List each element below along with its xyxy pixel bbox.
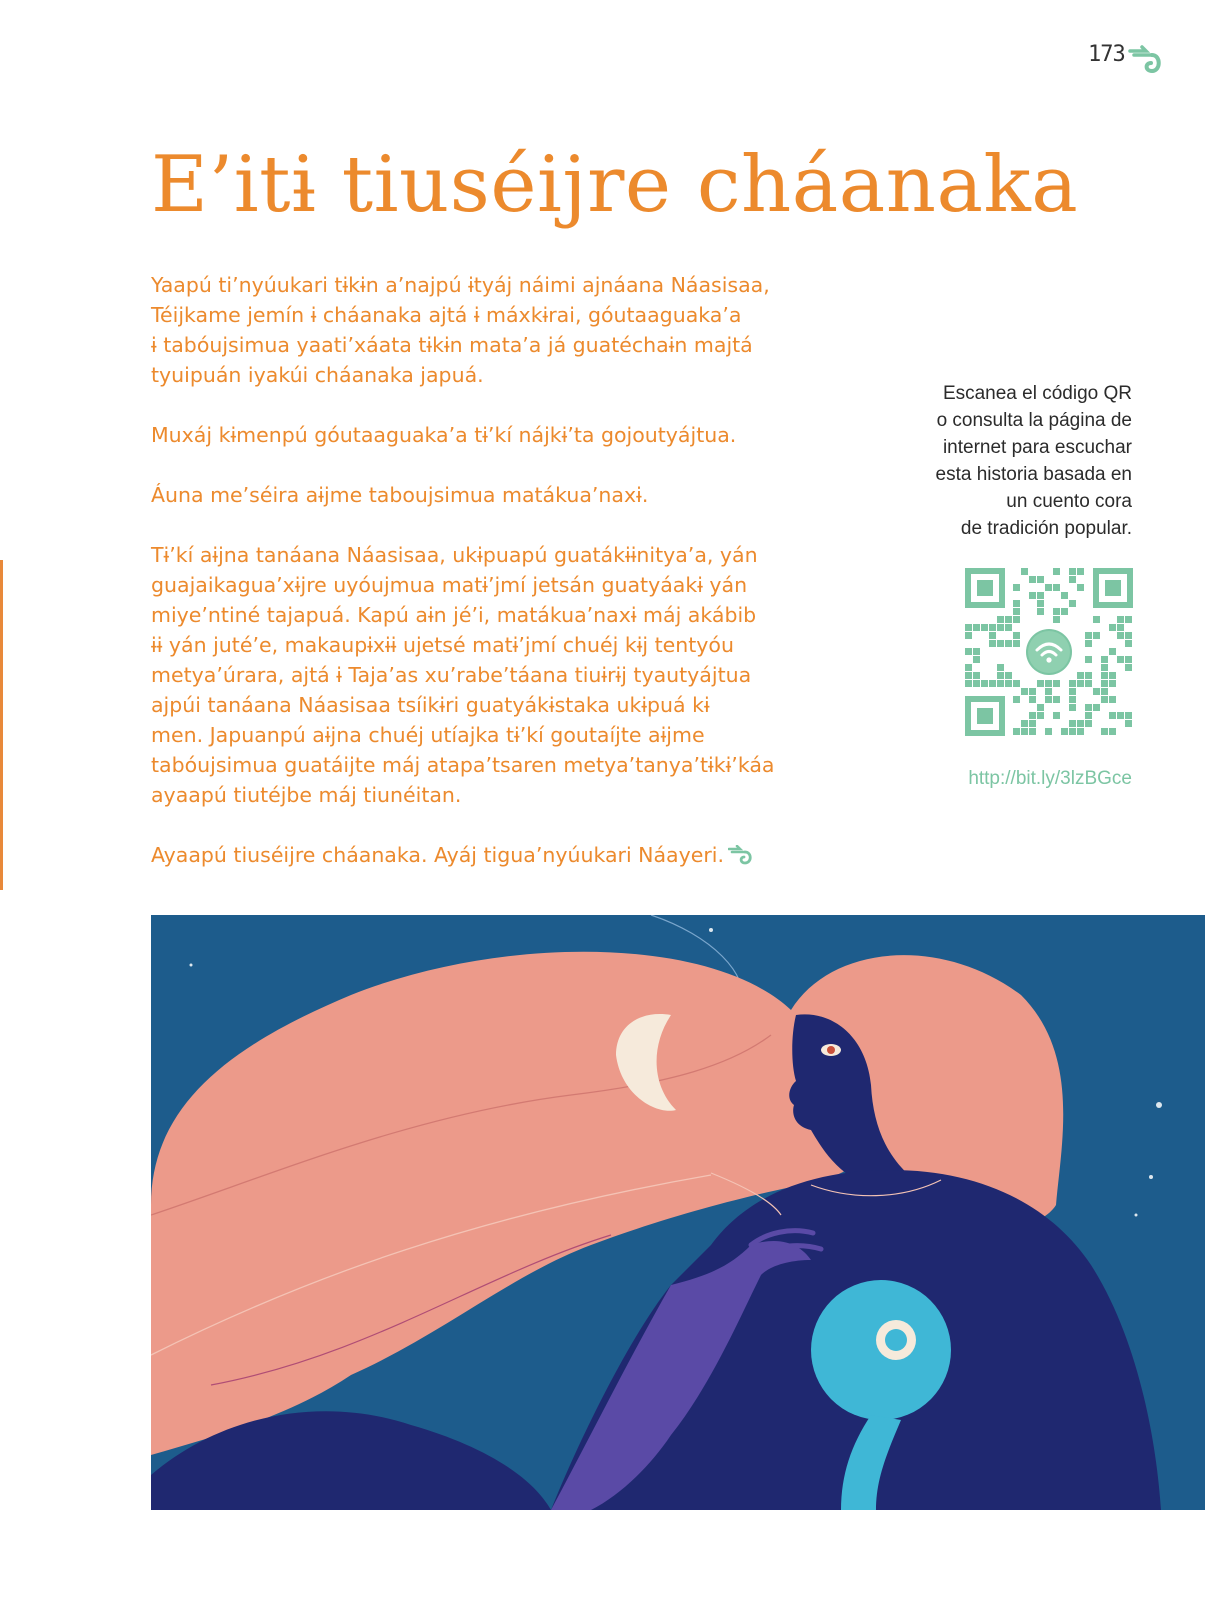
story-body — [151, 270, 871, 900]
story-title: E’itɨ tiuséijre cháanaka — [151, 140, 1079, 230]
spiral-glyph-icon — [1128, 45, 1164, 75]
moon-woman-illustration — [151, 915, 1205, 1510]
page-number: 173 — [1088, 42, 1125, 67]
story-paragraph: Muxáj kɨmenpú góutaaguaka’a tɨ’kí nájkɨ’ta gojoutyájtua. — [151, 423, 737, 447]
page-edge-tab — [0, 560, 3, 890]
story-paragraph: Yaapú ti’nyúukari tɨkɨn a’najpú ɨtyáj náimi ajnáana Náasisaa, Téijkame jemín ɨ cháanaka ajtá ɨ máxkɨrai, góutaaguaka’a ɨ tabóujsimua yaati’xáata tɨkɨn mata’a já guatéchaɨn majtá tyuipuán iyakúi cháanaka japuá. — [151, 273, 770, 387]
story-paragraph: Áuna me’séira aɨjme taboujsimua matákua’naxɨ. — [151, 483, 649, 507]
qr-caption: Escanea el código QR o consulta la página de internet para escuchar esta historia basada en un cuento cora de tradición popular. — [935, 383, 1132, 539]
story-closing-text: Ayaapú tiuséijre cháanaka. Ayáj tigua’nyúukari Náayeri. — [151, 843, 724, 867]
qr-code-icon[interactable] — [965, 568, 1133, 736]
story-closing-paragraph — [151, 840, 871, 870]
story-paragraph: Tɨ’kí aɨjna tanáana Náasisaa, ukɨpuapú guatákɨɨnitya’a, yán guajaikagua’xɨjre uyóujmua matɨ’jmí jetsán guatyáakɨ yán miye’ntiné tajapuá. Kapú aɨn jé’i, matákua’naxɨ máj akábib ɨɨ yán juté’e, makaupɨxɨɨ ujetsé matɨ’jmí chuéj kɨj tentyóu metya’úrara, ajtá ɨ Taja’as xu’rabe’táana tiuɨrɨj tyautyájtua ajpúi tanáana Náasisaa tsíikɨri guatyákɨstaka ukɨpuá kɨ men. Japuanpú aɨjna chuéj utíajka tɨ’kí goutaíjte aɨjme tabóujsimua guatáijte máj atapa’tsaren metya’tanya’tɨkɨ’káa ayaapú tiutéjbe máj tiunéitan. — [151, 543, 775, 807]
qr-url-link[interactable]: http://bit.ly/3lzBGce — [968, 768, 1132, 789]
spiral-glyph-icon — [728, 845, 754, 865]
